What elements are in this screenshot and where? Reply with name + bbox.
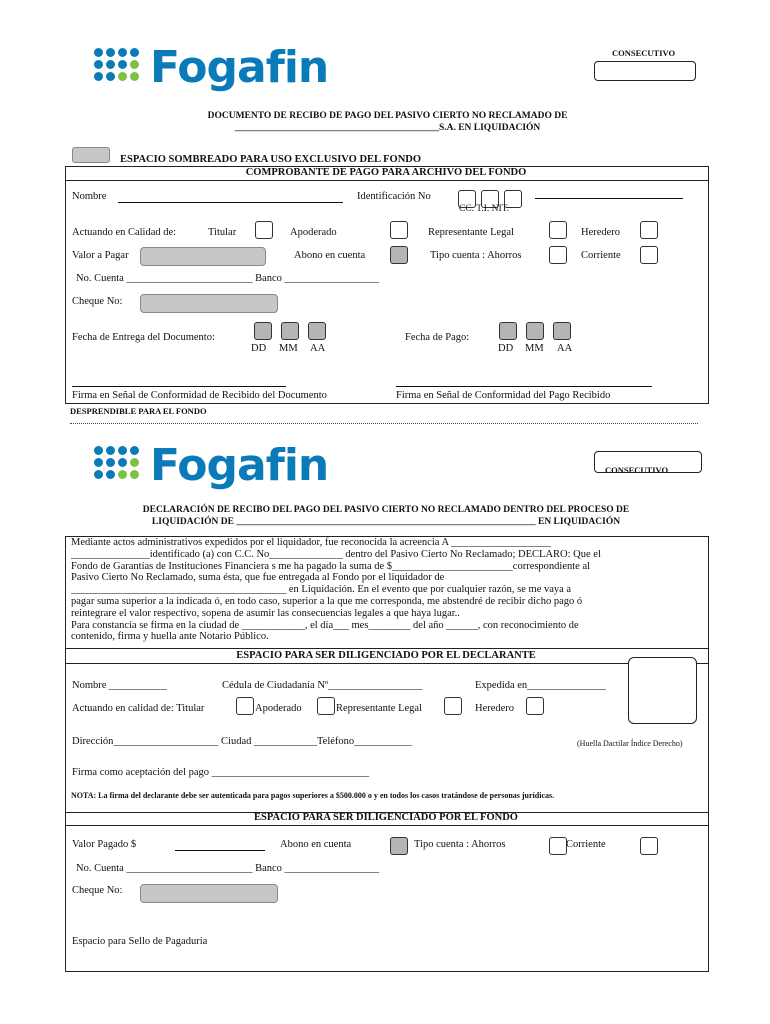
abono-cuenta-label: Abono en cuenta <box>294 250 366 261</box>
desprendible-label: DESPRENDIBLE PARA EL FONDO <box>70 406 207 416</box>
para-line: Fondo de Garantías de Instituciones Financiera s me ha pagado la suma de $_______________________correspondiente al <box>71 560 591 572</box>
shaded-sample-swatch <box>72 147 110 163</box>
para-line: Pasivo Cierto No Reclamado, suma ésta, que fue entregada al Fondo por el liquidador de <box>71 572 445 584</box>
pago-aa-label: AA <box>557 343 573 354</box>
declaration-paragraph <box>71 537 701 643</box>
para-line: _________________________________________ en Liquidación. En el evento que por cualquier razón, se me vaya a <box>71 584 572 596</box>
heredero-checkbox[interactable] <box>640 221 658 239</box>
pago-dd-label: DD <box>498 343 514 354</box>
fondo-no-cuenta: No. Cuenta ________________________ Banco __________________ <box>76 863 380 874</box>
representante-checkbox[interactable] <box>549 221 567 239</box>
para-line: reintegrare el valor respectivo, sopena de asumir las consecuencias legales a que haya lugar.. <box>71 607 460 619</box>
id-types-label: CC. T.I. NIT. <box>459 204 510 214</box>
declarante-divider <box>65 648 708 649</box>
declarante-title: ESPACIO PARA SER DILIGENCIADO POR EL DECLARANTE <box>236 650 536 661</box>
cheque-label: Cheque No: <box>72 296 123 307</box>
no-cuenta-banco: No. Cuenta ________________________ Banco __________________ <box>76 273 380 284</box>
nombre-input-line[interactable] <box>118 202 343 203</box>
valor-pagado-line[interactable] <box>175 850 265 851</box>
heredero-label: Heredero <box>581 227 621 238</box>
entrega-dd-label: DD <box>251 343 267 354</box>
decl-heredero: Heredero <box>475 703 515 714</box>
entrega-mm-box[interactable] <box>281 322 299 340</box>
identificacion-label: Identificación No <box>357 191 431 202</box>
titular-checkbox[interactable] <box>255 221 273 239</box>
fondo-ahorros-checkbox[interactable] <box>549 837 567 855</box>
fondo-cheque-field[interactable] <box>140 884 278 903</box>
consecutivo-field[interactable] <box>594 61 696 81</box>
para-line: Mediante actos administrativos expedidos por el liquidador, fue reconocida la acreencia A ___________________ <box>71 537 551 548</box>
fogafin-logo-top <box>94 42 344 94</box>
para-line: Para constancia se firma en la ciudad de ____________, el día___ mes________ del año ______, con reconocimiento de <box>71 619 579 631</box>
sello-label: Espacio para Sello de Pagaduría <box>72 936 208 947</box>
declarante-divider-2 <box>65 663 708 664</box>
fecha-pago-label: Fecha de Pago: <box>405 332 470 343</box>
apoderado-checkbox[interactable] <box>390 221 408 239</box>
apoderado-label: Apoderado <box>290 227 337 238</box>
fondo-tipo-cuenta: Tipo cuenta : Ahorros <box>414 839 506 850</box>
nombre-label: Nombre <box>72 191 107 202</box>
decl-actuando: Actuando en calidad de: Titular <box>72 703 205 714</box>
decl-heredero-checkbox[interactable] <box>526 697 544 715</box>
decl-nombre: Nombre ___________ <box>72 680 167 691</box>
pago-aa-box[interactable] <box>553 322 571 340</box>
decl-representante: Representante Legal <box>336 703 422 714</box>
para-line: pagar suma superior a la indicada ó, en todo caso, superior a la que me corresponda, me abstendré de recibir dicho pago ó <box>71 595 583 607</box>
decl-direccion: Dirección____________________ Ciudad ____________Teléfono___________ <box>72 736 412 747</box>
consecutivo-label: CONSECUTIVO <box>612 48 676 58</box>
fogafin-logo-bottom <box>94 440 344 492</box>
fecha-entrega-label: Fecha de Entrega del Documento: <box>72 332 215 343</box>
doc-title-line2: ___________________________________________S.A. EN LIQUIDACIÓN <box>234 123 541 133</box>
valor-pagar-field[interactable] <box>140 247 266 266</box>
firma-recibido-label: Firma en Señal de Conformidad de Recibido del Documento <box>72 390 327 401</box>
comprobante-title: COMPROBANTE DE PAGO PARA ARCHIVO DEL FONDO <box>245 167 527 178</box>
entrega-aa-box[interactable] <box>308 322 326 340</box>
doc-title-line1: DOCUMENTO DE RECIBO DE PAGO DEL PASIVO CIERTO NO RECLAMADO DE <box>207 111 568 121</box>
shaded-note: ESPACIO SOMBREADO PARA USO EXCLUSIVO DEL FONDO <box>120 154 422 165</box>
actuando-label: Actuando en Calidad de: <box>72 227 177 238</box>
cheque-field[interactable] <box>140 294 278 313</box>
huella-box[interactable] <box>628 657 697 724</box>
titular-label: Titular <box>208 227 237 238</box>
firma-pago-label: Firma en Señal de Conformidad del Pago Recibido <box>396 390 611 401</box>
decl-title-line1: DECLARACIÓN DE RECIBO DEL PAGO DEL PASIVO CIERTO NO RECLAMADO DENTRO DEL PROCESO DE <box>142 505 630 515</box>
decl-representante-checkbox[interactable] <box>444 697 462 715</box>
huella-label: (Huella Dactilar Índice Derecho) <box>577 739 683 748</box>
tipo-cuenta-label: Tipo cuenta : Ahorros <box>430 250 522 261</box>
fondo-abono-checkbox[interactable] <box>390 837 408 855</box>
decl-apoderado-checkbox[interactable] <box>317 697 335 715</box>
decl-apoderado: Apoderado <box>255 703 302 714</box>
entrega-mm-label: MM <box>279 343 298 354</box>
pago-mm-label: MM <box>525 343 544 354</box>
pago-mm-box[interactable] <box>526 322 544 340</box>
valor-pagar-label: Valor a Pagar <box>72 250 129 261</box>
decl-title-line2: LIQUIDACIÓN DE _______________________________________________________________ EN LIQUIDACIÓN <box>151 517 621 527</box>
decl-cedula: Cédula de Ciudadanía Nº__________________ <box>222 680 423 691</box>
decl-titular-checkbox[interactable] <box>236 697 254 715</box>
para-line: contenido, firma y huella ante Notario Público. <box>71 631 269 643</box>
fondo-corriente-checkbox[interactable] <box>640 837 658 855</box>
comprobante-divider <box>65 180 708 181</box>
corriente-label: Corriente <box>581 250 621 261</box>
ahorros-checkbox[interactable] <box>549 246 567 264</box>
pago-dd-box[interactable] <box>499 322 517 340</box>
firma-aceptacion: Firma como aceptación del pago ______________________________ <box>72 767 370 778</box>
valor-pagado-label: Valor Pagado $ <box>72 839 137 850</box>
fondo-corriente: Corriente <box>566 839 606 850</box>
entrega-aa-label: AA <box>310 343 326 354</box>
firma-recibido-line[interactable] <box>72 386 286 387</box>
identificacion-input-line[interactable] <box>535 198 683 199</box>
fondo-cheque-label: Cheque No: <box>72 885 123 896</box>
consecutivo-field-bottom[interactable] <box>594 451 702 473</box>
para-line: _______________identificado (a) con C.C. No______________ dentro del Pasivo Cierto No Reclamado; DECLARO: Que el <box>71 548 601 560</box>
logo-text: Fogafin <box>150 440 329 491</box>
logo-text: Fogafin <box>150 42 329 93</box>
nota-text: NOTA: La firma del declarante debe ser autenticada para pagos superiores a $500.000 o y en todos los casos tratándose de personas jurídicas. <box>71 791 555 800</box>
fondo-divider-2 <box>65 825 708 826</box>
fondo-abono-label: Abono en cuenta <box>280 839 352 850</box>
cut-line <box>70 423 698 424</box>
fondo-title: ESPACIO PARA SER DILIGENCIADO POR EL FONDO <box>254 812 518 823</box>
logo-dots-icon <box>94 48 139 81</box>
entrega-dd-box[interactable] <box>254 322 272 340</box>
corriente-checkbox[interactable] <box>640 246 658 264</box>
decl-expedida: Expedida en_______________ <box>475 680 606 691</box>
firma-pago-line[interactable] <box>396 386 652 387</box>
consecutivo-label-bottom: CONSECUTIVO <box>605 465 669 473</box>
abono-cuenta-checkbox[interactable] <box>390 246 408 264</box>
representante-label: Representante Legal <box>428 227 514 238</box>
logo-dots-icon <box>94 446 139 479</box>
